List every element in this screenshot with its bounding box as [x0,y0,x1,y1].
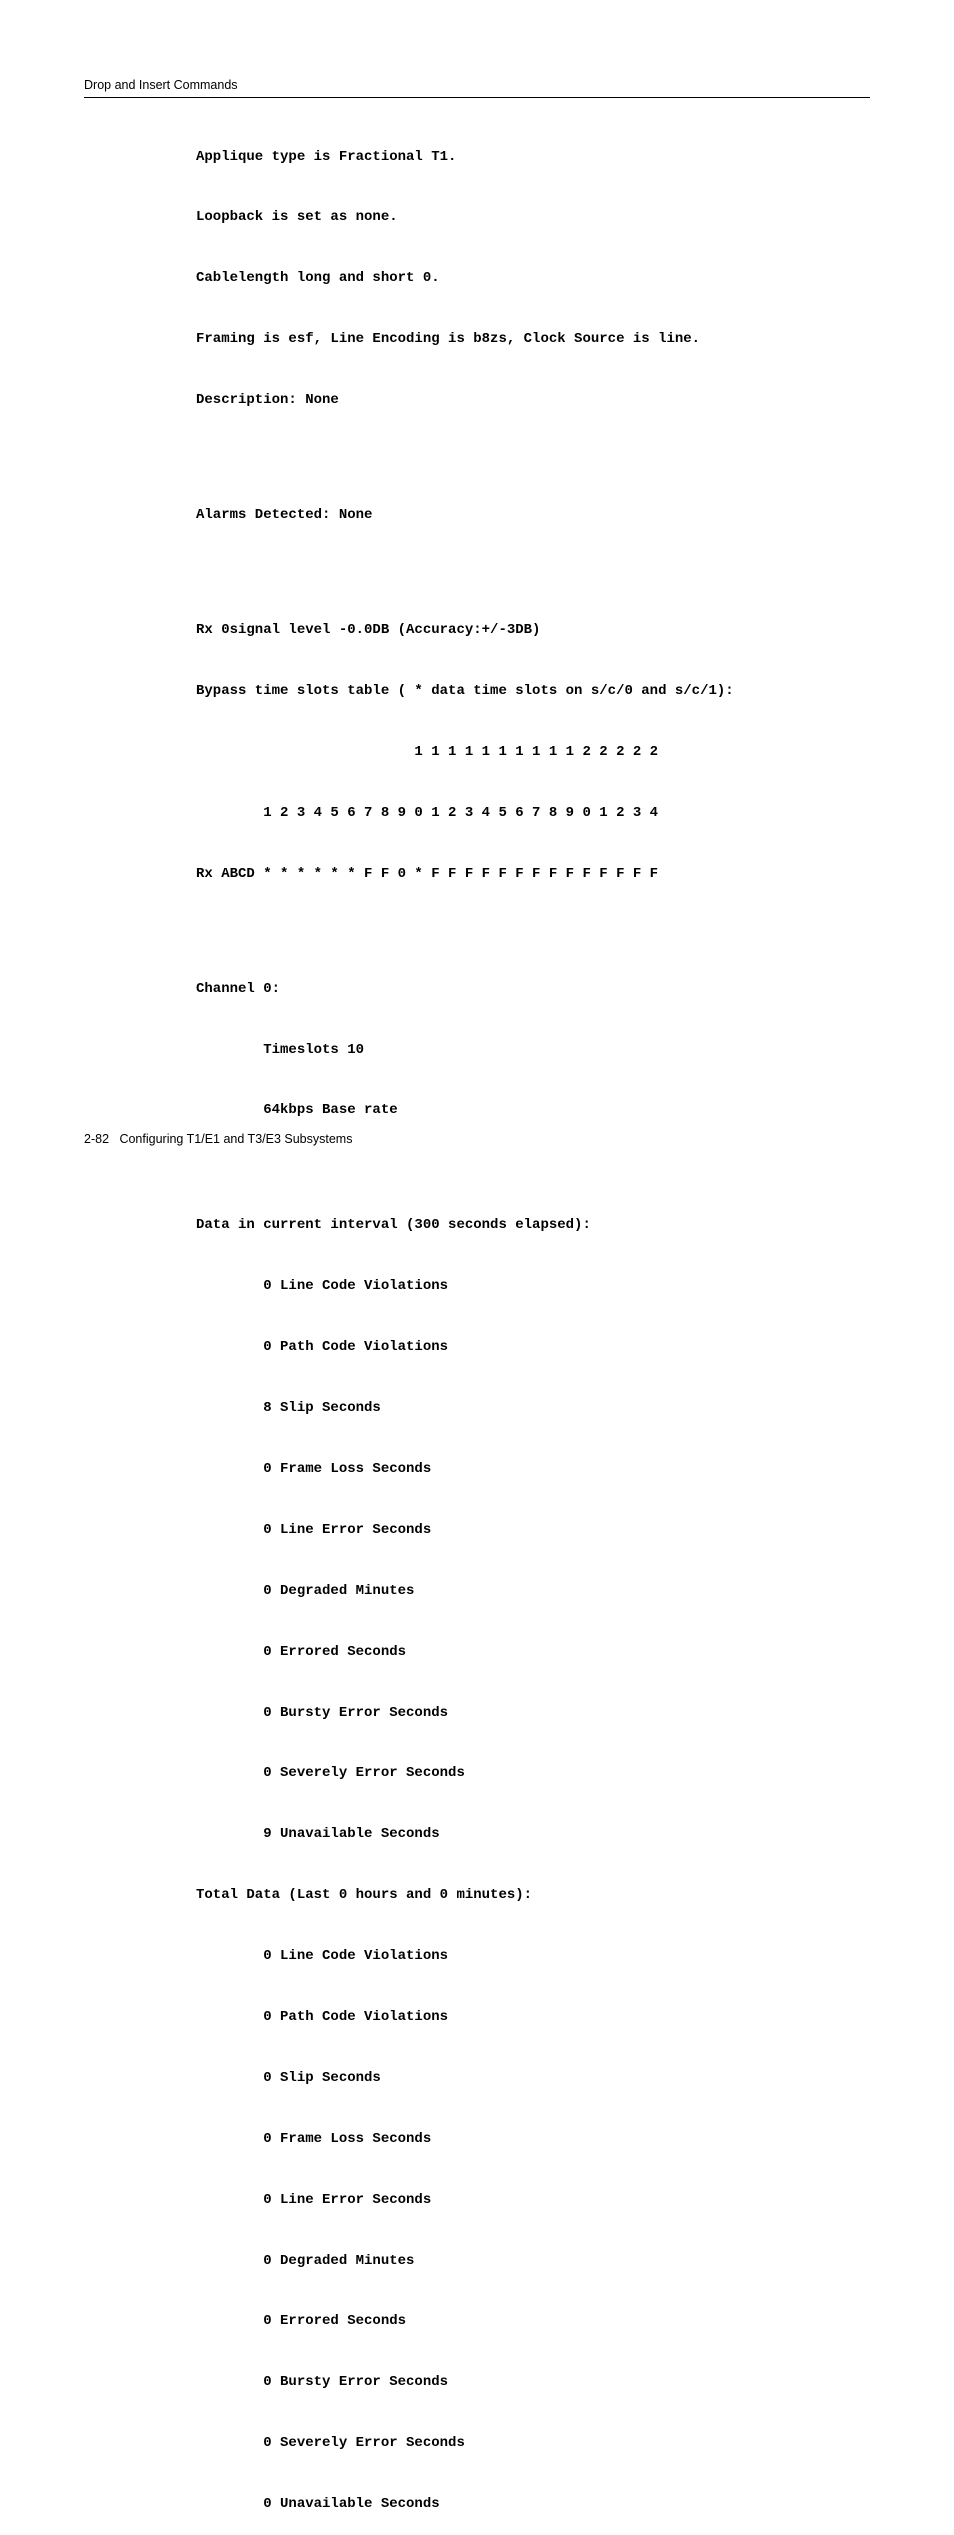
output-line: 8 Slip Seconds [196,1400,381,1417]
output-line: 0 Frame Loss Seconds [196,1461,432,1477]
output-line: 0 Path Code Violations [196,1339,449,1356]
output-line: Timeslots 10 [196,1041,365,1058]
output-line: 0 Degraded Minutes [196,2252,415,2269]
output-line: 0 Line Code Violations [196,1948,449,1965]
blank-line [196,925,734,939]
output-line: 0 Slip Seconds [196,2069,381,2086]
running-header: Drop and Insert Commands [84,78,238,92]
output-line: 0 Bursty Error Seconds [196,2374,449,2391]
output-line: Total Data (Last 0 hours and 0 minutes): [196,1887,533,1904]
output-line: 0 Severely Error Seconds [196,1765,465,1782]
output-line: Bypass time slots table ( * data time slots on s/c/0 and s/c/1): [196,683,734,700]
output-line: 0 Line Code Violations [196,1278,449,1295]
timeslot-units-row: 1 2 3 4 5 6 7 8 9 0 1 2 3 4 5 6 7 8 9 0 1 2 3 4 [196,804,659,821]
timeslot-tens-row: 1 1 1 1 1 1 1 1 1 1 2 2 2 2 2 [196,743,659,760]
output-line: Description: None [196,392,339,409]
output-line: Cablelength long and short 0. [196,270,440,287]
output-line: Alarms Detected: None [196,507,373,524]
book-title: Configuring T1/E1 and T3/E3 Subsystems [119,1132,353,1146]
output-line: 0 Line Error Seconds [196,1521,432,1538]
output-line: 0 Errored Seconds [196,1643,407,1660]
blank-line [196,451,734,465]
blank-line [196,566,734,580]
running-footer [84,1132,352,1147]
command-output [196,106,734,2535]
output-line: 0 Frame Loss Seconds [196,2130,432,2147]
output-line: 0 Errored Seconds [196,2313,407,2330]
page-number: 2-82 [84,1132,110,1146]
output-line: 9 Unavailable Seconds [196,1826,440,1843]
output-line: 0 Severely Error Seconds [196,2435,465,2452]
blank-line [196,1161,734,1175]
rx-abcd-row: Rx ABCD * * * * * * F F 0 * F F F F F F F F F F F F F F [196,865,659,882]
output-line: 0 Degraded Minutes [196,1582,415,1599]
output-line: 0 Bursty Error Seconds [196,1704,449,1721]
output-line: Data in current interval (300 seconds elapsed): [196,1217,591,1234]
output-line: 0 Line Error Seconds [196,2191,432,2208]
output-line: Channel 0: [196,980,281,997]
output-line: Applique type is Fractional T1. [196,148,457,165]
output-line: 0 Unavailable Seconds [196,2496,440,2513]
output-line: 0 Path Code Violations [196,2009,449,2026]
output-line: Rx 0signal level -0.0DB (Accuracy:+/-3DB) [196,622,541,639]
output-line: Loopback is set as none. [196,209,398,226]
header-rule [84,97,870,98]
output-line: 64kbps Base rate [196,1102,398,1119]
output-line: Framing is esf, Line Encoding is b8zs, Clock Source is line. [196,331,701,348]
